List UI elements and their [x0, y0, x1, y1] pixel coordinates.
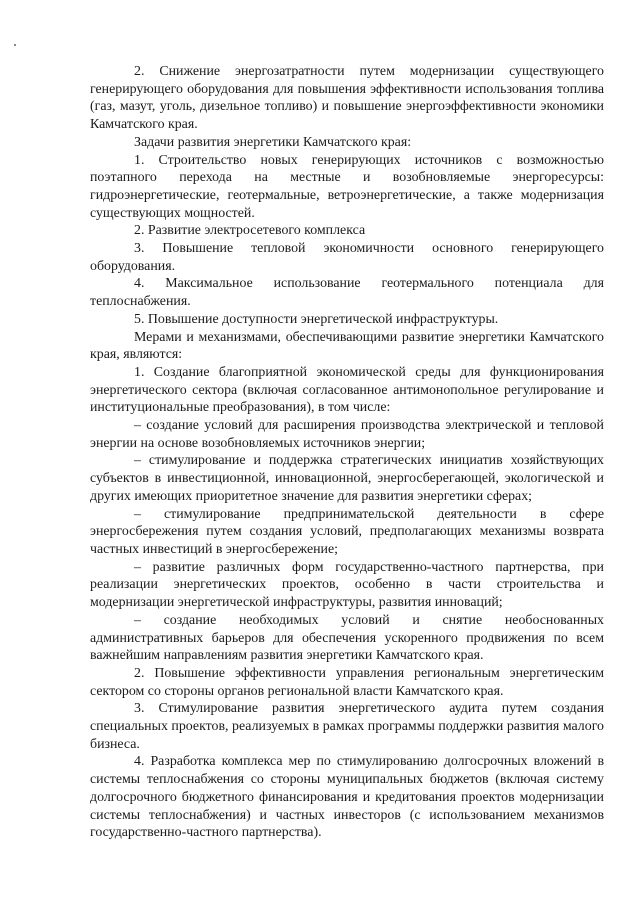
paragraph: 3. Повышение тепловой экономичности основного генерирующего оборудования. [90, 241, 604, 274]
paragraph: Задачи развития энергетики Камчатского края: [134, 134, 412, 150]
paragraph: – стимулирование предпринимательской деятельности в сфере энергосбережения путем создания условий, предполагающих механизмы возврата частных инвестиций в энергосбережение; [90, 506, 604, 557]
paragraph: Мерами и механизмами, обеспечивающими развитие энергетики Камчатского края, являются: [90, 329, 604, 363]
paragraph: 1. Строительство новых генерирующих источников с возможностью поэтапного перехода на местные и возобновляемые энергоресурсы: гидроэнергетические, геотермальные, ветроэнергетические, а также модернизация существующих мощностей. [90, 152, 604, 221]
paragraph: – стимулирование и поддержка стратегических инициатив хозяйствующих субъектов в инвестиционной, инновационной, энергосберегающей, экологической и других имеющих приоритетное значение для развития энергетики сферах; [90, 453, 604, 504]
paragraph: 4. Максимальное использование геотермального потенциала для теплоснабжения. [90, 276, 604, 310]
paragraph: 2. Развитие электросетевого комплекса [134, 223, 366, 239]
paragraph: – создание условий для расширения производства электрической и тепловой энергии на основе возобновляемых источников энергии; [90, 418, 604, 451]
scan-speck [14, 44, 16, 46]
paragraph: 4. Разработка комплекса мер по стимулированию долгосрочных вложений в системы теплоснабжения со стороны муниципальных бюджетов (включая систему долгосрочного бюджетного финансирования и кредитования проектов модернизации системы теплоснабжения) и частных инвесторов (с использованием механизмов государственно-частного партнерства). [90, 754, 604, 841]
paragraph: 2. Снижение энергозатратности путем модернизации существующего генерирующего оборудования для повышения эффективности использования топлива (газ, мазут, уголь, дизельное топливо) и повышение энергоэффективности экономики Камчатского края. [90, 64, 604, 133]
paragraph: – создание необходимых условий и снятие необоснованных административных барьеров для обеспечения ускоренного продвижения по всем важнейшим направлениям развития энергетики Камчатского края. [90, 612, 604, 664]
paragraph: 5. Повышение доступности энергетической инфраструктуры. [134, 311, 499, 327]
paragraph: 1. Создание благоприятной экономической среды для функционирования энергетического сектора (включая согласованное антимонопольное регулирование и институциональные преобразования), в том числе: [90, 364, 604, 416]
paragraph: – развитие различных форм государственно-частного партнерства, при реализации энергетических проектов, особенно в части строительства и модернизации энергетической инфраструктуры, развития инноваций; [90, 559, 604, 611]
paragraph: 3. Стимулирование развития энергетического аудита путем создания специальных проектов, реализуемых в рамках программы поддержки развития малого бизнеса. [90, 701, 604, 752]
paragraph: 2. Повышение эффективности управления региональным энергетическим сектором со стороны органов региональной власти Камчатского края. [90, 665, 604, 699]
